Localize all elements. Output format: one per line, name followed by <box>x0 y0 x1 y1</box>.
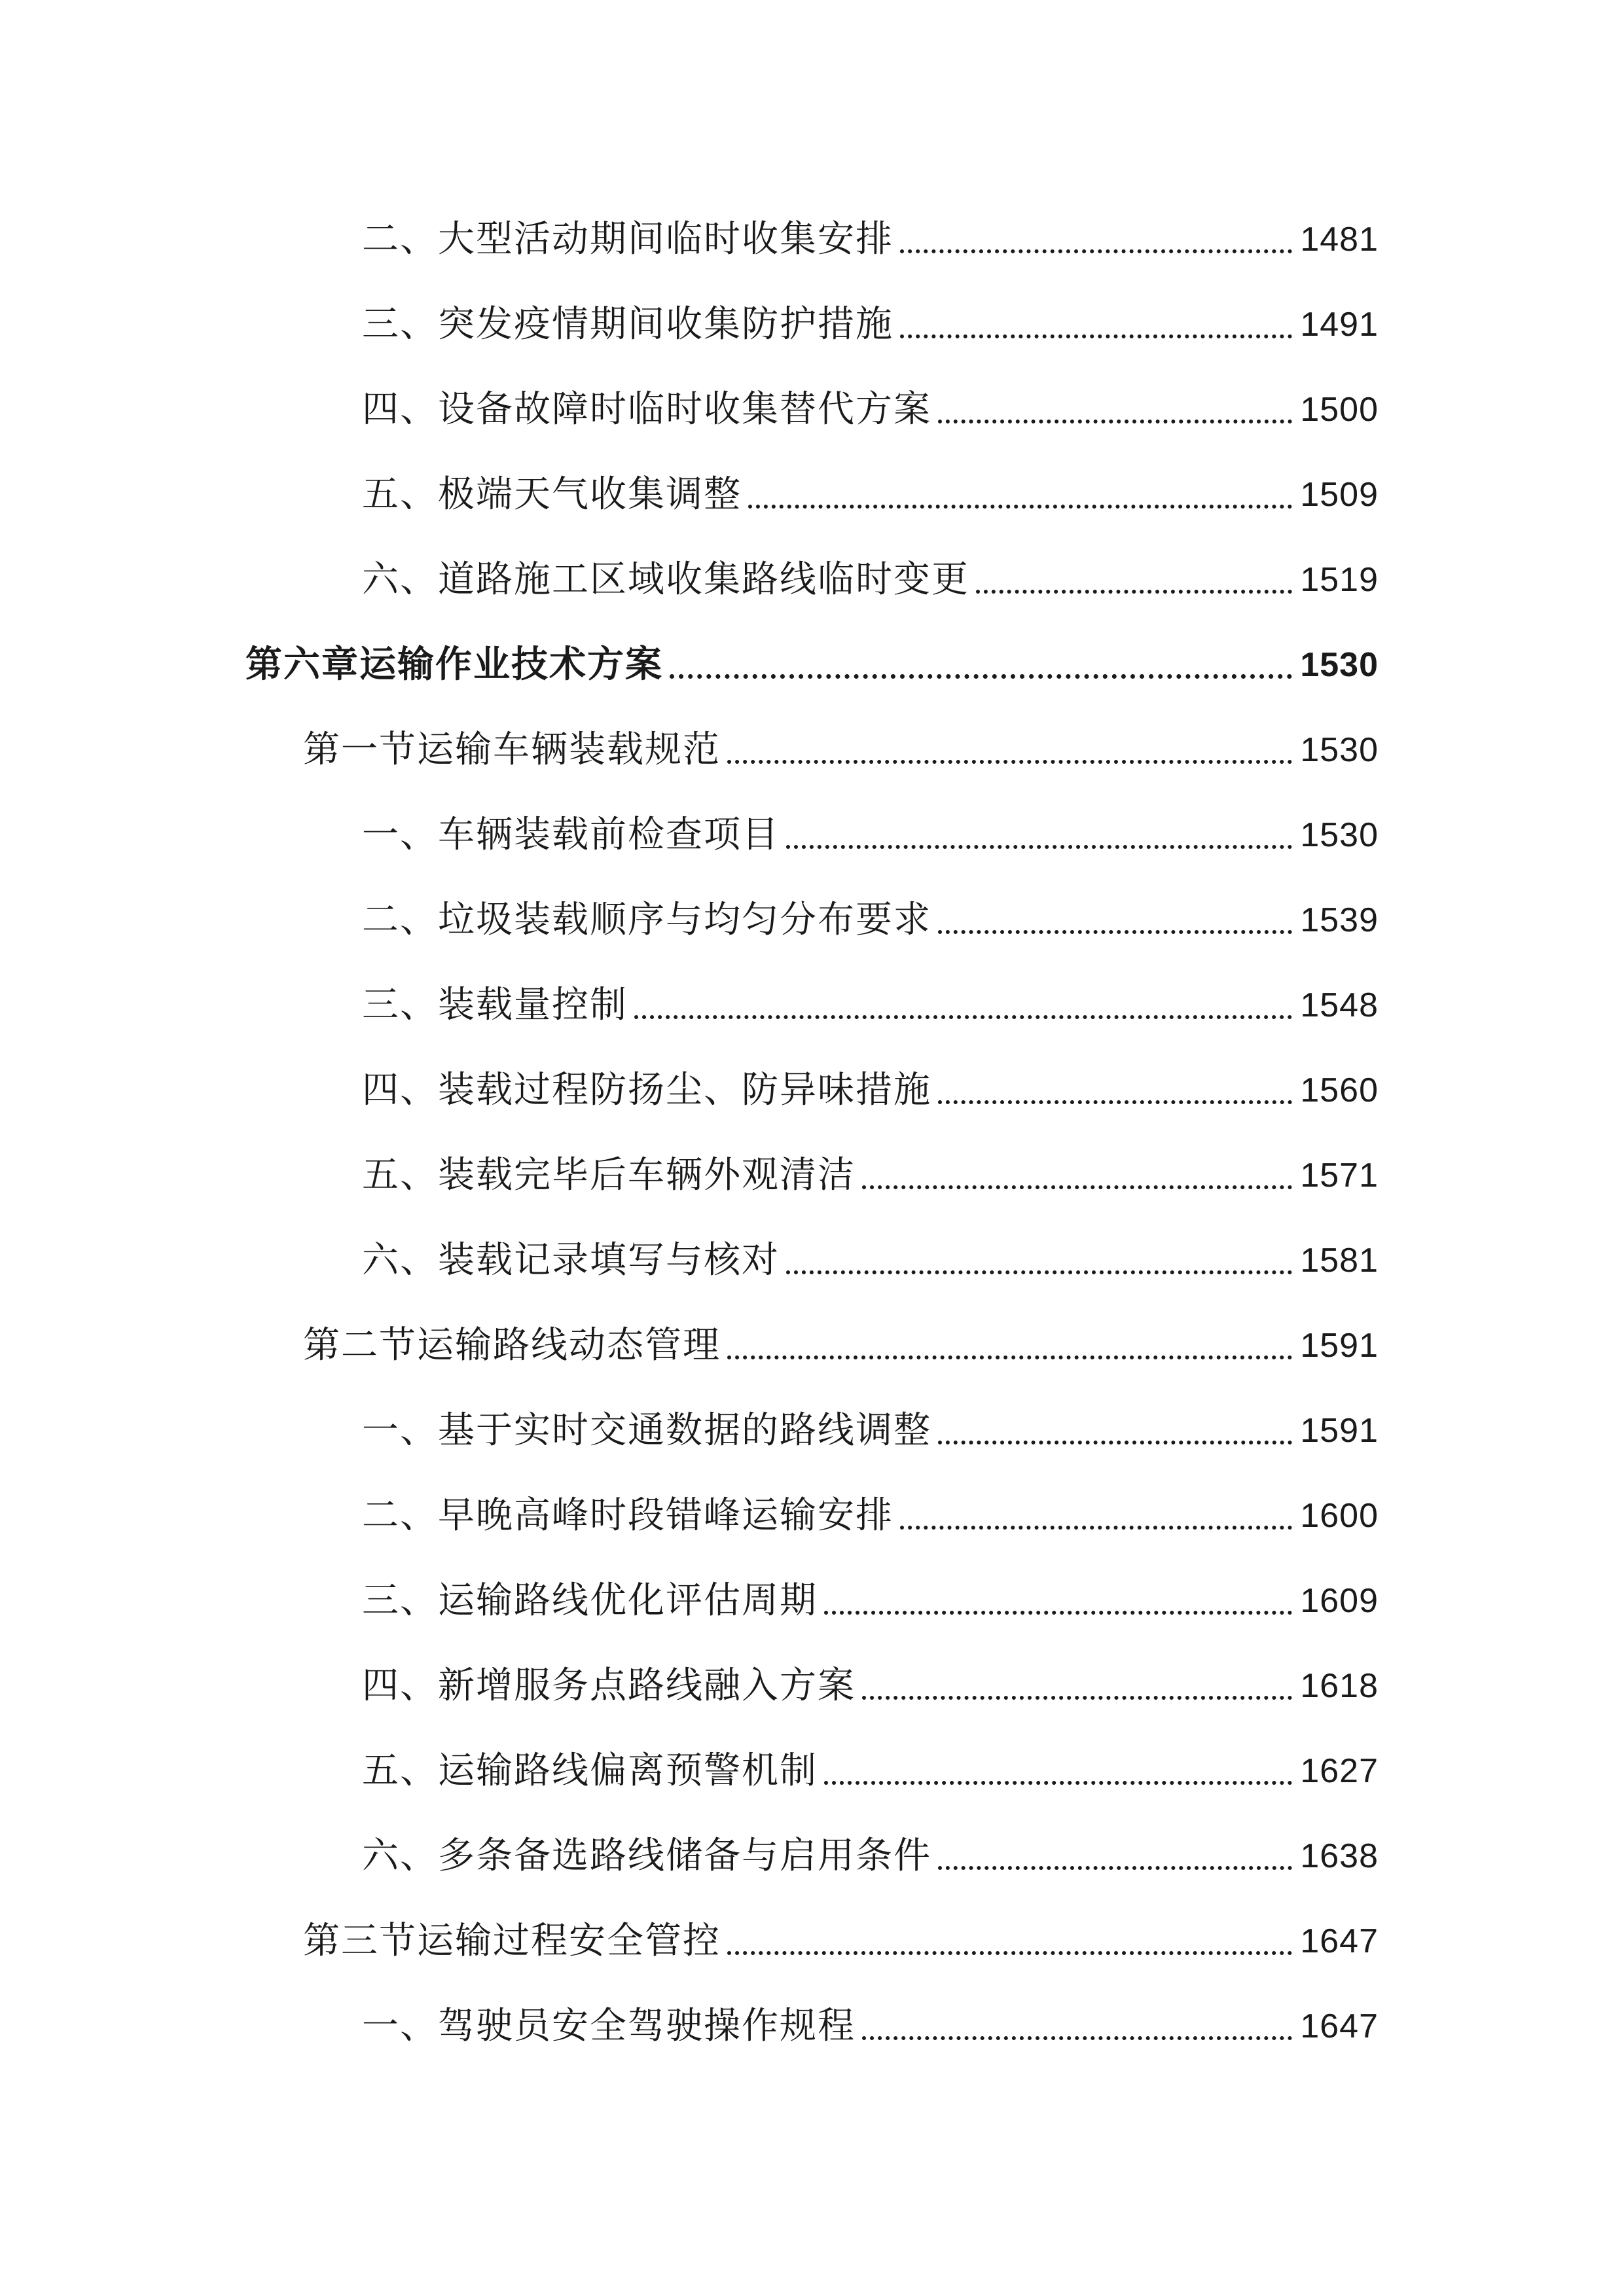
toc-page-number: 1581 <box>1300 1242 1379 1280</box>
toc-entry[interactable] <box>362 204 1379 276</box>
toc-entry-title: 第六章运输作业技术方案 <box>245 643 663 686</box>
toc-entry-title: 四、新增服务点路线融入方案 <box>362 1664 856 1707</box>
toc-page-number: 1539 <box>1300 901 1379 939</box>
toc-page-number: 1638 <box>1300 1837 1379 1875</box>
toc-page-number: 1600 <box>1300 1497 1379 1535</box>
toc-dot-leader <box>862 1139 1292 1211</box>
toc-page-number: 1560 <box>1300 1071 1379 1109</box>
toc-entry[interactable] <box>362 1735 1379 1807</box>
toc-page-number: 1509 <box>1300 476 1379 514</box>
toc-section-entry[interactable] <box>303 714 1379 786</box>
toc-entry-title: 六、多条备选路线储备与启用条件 <box>362 1835 931 1877</box>
toc-dot-leader <box>634 969 1292 1041</box>
toc-dot-leader <box>938 374 1292 446</box>
toc-entry-title: 五、运输路线偏离预警机制 <box>362 1749 818 1792</box>
toc-page-number: 1571 <box>1300 1157 1379 1194</box>
toc-entry-title: 四、设备故障时临时收集替代方案 <box>362 388 931 431</box>
toc-entry-title: 一、驾驶员安全驾驶操作规程 <box>362 2005 856 2047</box>
toc-entry-title: 五、装载完毕后车辆外观清洁 <box>362 1154 856 1196</box>
toc-entry-title: 一、基于实时交通数据的路线调整 <box>362 1409 931 1452</box>
toc-page-number: 1591 <box>1300 1412 1379 1450</box>
toc-dot-leader <box>938 884 1292 956</box>
toc-page-number: 1591 <box>1300 1327 1379 1365</box>
toc-section-entry[interactable] <box>303 1310 1379 1382</box>
toc-page-number: 1500 <box>1300 391 1379 429</box>
toc-page-number: 1530 <box>1300 731 1379 769</box>
toc-page-number: 1647 <box>1300 1922 1379 1960</box>
toc-entry-title: 五、极端天气收集调整 <box>362 473 742 516</box>
toc-entry-title: 二、大型活动期间临时收集安排 <box>362 218 893 260</box>
toc-entry-title: 一、车辆装载前检查项目 <box>362 814 780 856</box>
toc-entry-title: 第三节运输过程安全管控 <box>303 1920 721 1962</box>
toc-entry[interactable] <box>362 1480 1379 1552</box>
toc-entry-title: 第一节运输车辆装载规范 <box>303 728 721 771</box>
toc-dot-leader <box>976 544 1292 616</box>
toc-dot-leader <box>938 1820 1292 1892</box>
toc-dot-leader <box>900 289 1292 361</box>
toc-entry[interactable] <box>362 1990 1379 2062</box>
toc-section-entry[interactable] <box>303 1905 1379 1977</box>
toc-dot-leader <box>938 1395 1292 1467</box>
toc-entry[interactable] <box>362 884 1379 956</box>
toc-entry-title: 六、道路施工区域收集路线临时变更 <box>362 558 969 601</box>
toc-entry-title: 四、装载过程防扬尘、防异味措施 <box>362 1069 931 1111</box>
toc-dot-leader <box>670 629 1292 701</box>
toc-entry[interactable] <box>362 1565 1379 1637</box>
toc-dot-leader <box>824 1735 1292 1807</box>
toc-dot-leader <box>824 1565 1292 1637</box>
toc-entry[interactable] <box>362 1395 1379 1467</box>
toc-dot-leader <box>748 459 1292 531</box>
toc-entry-title: 三、装载量控制 <box>362 984 628 1026</box>
toc-page-number: 1609 <box>1300 1582 1379 1620</box>
toc-entry[interactable] <box>362 1820 1379 1892</box>
toc-entry[interactable] <box>362 459 1379 531</box>
toc-dot-leader <box>727 1310 1292 1382</box>
toc-entry[interactable] <box>362 1054 1379 1126</box>
toc-entry-title: 三、突发疫情期间收集防护措施 <box>362 303 893 346</box>
toc-chapter-entry[interactable] <box>245 629 1379 701</box>
toc-entry-title: 三、运输路线优化评估周期 <box>362 1579 818 1622</box>
toc-dot-leader <box>786 1225 1292 1297</box>
toc-entry-title: 二、垃圾装载顺序与均匀分布要求 <box>362 899 931 941</box>
toc-dot-leader <box>862 1990 1292 2062</box>
toc-dot-leader <box>727 714 1292 786</box>
toc-page-number: 1627 <box>1300 1752 1379 1790</box>
toc-entry[interactable] <box>362 799 1379 871</box>
toc-page-number: 1548 <box>1300 986 1379 1024</box>
toc-page-number: 1491 <box>1300 306 1379 344</box>
toc-dot-leader <box>900 1480 1292 1552</box>
toc-entry[interactable] <box>362 1650 1379 1722</box>
toc-dot-leader <box>938 1054 1292 1126</box>
toc-entry[interactable] <box>362 374 1379 446</box>
toc-entry[interactable] <box>362 1225 1379 1297</box>
toc-entry[interactable] <box>362 544 1379 616</box>
toc-entry[interactable] <box>362 1139 1379 1211</box>
toc-dot-leader <box>727 1905 1292 1977</box>
toc-page-number: 1647 <box>1300 2007 1379 2045</box>
toc-entry[interactable] <box>362 289 1379 361</box>
toc-page-number: 1618 <box>1300 1667 1379 1705</box>
toc-page-number: 1481 <box>1300 221 1379 259</box>
toc-entry[interactable] <box>362 969 1379 1041</box>
toc-entry-title: 六、装载记录填写与核对 <box>362 1239 780 1282</box>
toc-entry-title: 二、早晚高峰时段错峰运输安排 <box>362 1494 893 1537</box>
toc-dot-leader <box>786 799 1292 871</box>
toc-page-number: 1519 <box>1300 561 1379 599</box>
toc-page-number: 1530 <box>1300 646 1379 684</box>
toc-page-number: 1530 <box>1300 816 1379 854</box>
toc-entry-title: 第二节运输路线动态管理 <box>303 1324 721 1367</box>
toc-dot-leader <box>862 1650 1292 1722</box>
toc-dot-leader <box>900 204 1292 276</box>
